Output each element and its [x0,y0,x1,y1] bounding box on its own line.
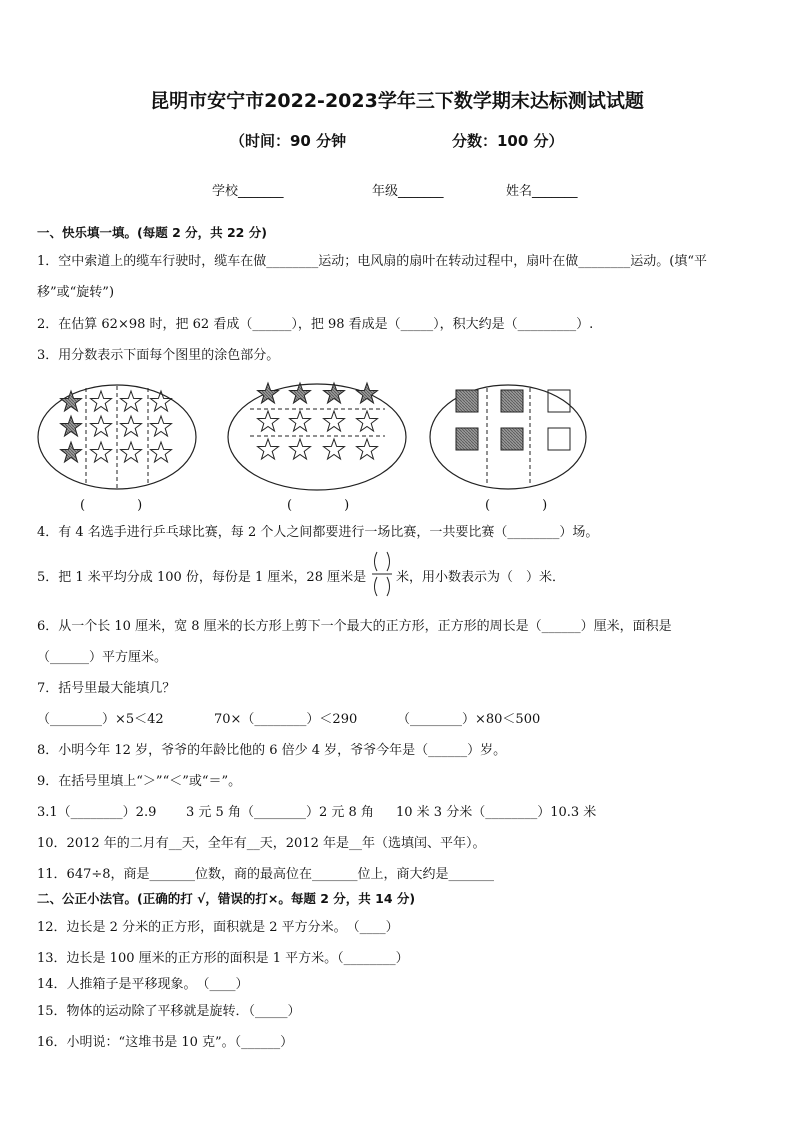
question-12: 12．边长是 2 分米的正方形，面积就是 2 平方分米。 （____） [37,920,399,935]
question-13: 13．边长是 100 厘米的正方形的面积是 1 平方米。（________） [37,951,409,966]
question-1-cont: 移”或“旋转”) [37,285,115,300]
question-4: 4．有 4 名选手进行乒乓球比赛，每 2 个人之间都要进行一场比赛，一共要比赛（________）场。 [37,525,599,540]
figure-3-oval [430,385,586,489]
question-9c: 10 米 3 分米（________）10.3 米 [396,805,597,820]
question-7a: （________）×5＜42 [37,712,164,727]
figure-1-oval [38,385,196,489]
time-label: （时间：90 分钟 [230,132,347,150]
question-3: 3．用分数表示下面每个图里的涂色部分。 [37,348,280,363]
question-6-cont: （______）平方厘米。 [37,650,168,665]
figure-2-answer: ( ) [287,498,350,513]
question-10: 10．2012 年的二月有__天，全年有__天，2012 年是__年（选填闰、平年）。 [37,836,486,851]
question-5-part2: 米，用小数表示为（ ）米． [396,570,566,585]
figure-2-oval [228,383,406,490]
grade-field: 年级_______ [372,184,444,199]
question-1: 1．空中索道上的缆车行驶时，缆车在做________运动；电风扇的扇叶在转动过程中，扇叶在做________运动。(填“平 [37,254,707,269]
question-16: 16．小明说：“这堆书是 10 克”。（______） [37,1035,294,1050]
section-2-heading: 二、公正小法官。(正确的打 √，错误的打×。每题 2 分，共 14 分) [37,891,416,906]
name-field: 姓名_______ [506,184,578,199]
exam-title: 昆明市安宁市2022-2023学年三下数学期末达标测试试题 [150,90,644,112]
question-3-figures [0,378,794,508]
school-field: 学校_______ [212,184,284,199]
question-7b: 70×（________）＜290 [214,712,358,727]
question-6: 6．从一个长 10 厘米，宽 8 厘米的长方形上剪下一个最大的正方形，正方形的周长是（______）厘米，面积是 [37,619,672,634]
fraction-blank [371,550,393,598]
figure-1-answer: ( ) [80,498,143,513]
question-7: 7．括号里最大能填几？ [37,681,176,696]
figure-3-answer: ( ) [485,498,548,513]
question-9: 9．在括号里填上“＞”“＜”或“＝”。 [37,774,242,789]
question-9b: 3 元 5 角（________）2 元 8 角 [186,805,374,820]
question-11: 11．647÷8，商是_______位数，商的最高位在_______位上，商大约是_______ [37,867,495,882]
section-1-heading: 一、快乐填一填。(每题 2 分，共 22 分) [37,225,267,240]
question-15: 15．物体的运动除了平移就是旋转．（_____） [37,1004,301,1019]
question-2: 2．在估算 62×98 时，把 62 看成（______），把 98 看成是（_____），积大约是（_________）. [37,317,594,332]
question-14: 14．人推箱子是平移现象。 （____） [37,977,249,992]
question-9a: 3.1（________）2.9 [37,805,157,820]
score-label: 分数：100 分） [452,132,564,150]
question-5-part1: 5．把 1 米平均分成 100 份，每份是 1 厘米，28 厘米是 [37,570,367,585]
question-8: 8．小明今年 12 岁，爷爷的年龄比他的 6 倍少 4 岁，爷爷今年是（______）岁。 [37,743,507,758]
question-7c: （________）×80＜500 [397,712,541,727]
